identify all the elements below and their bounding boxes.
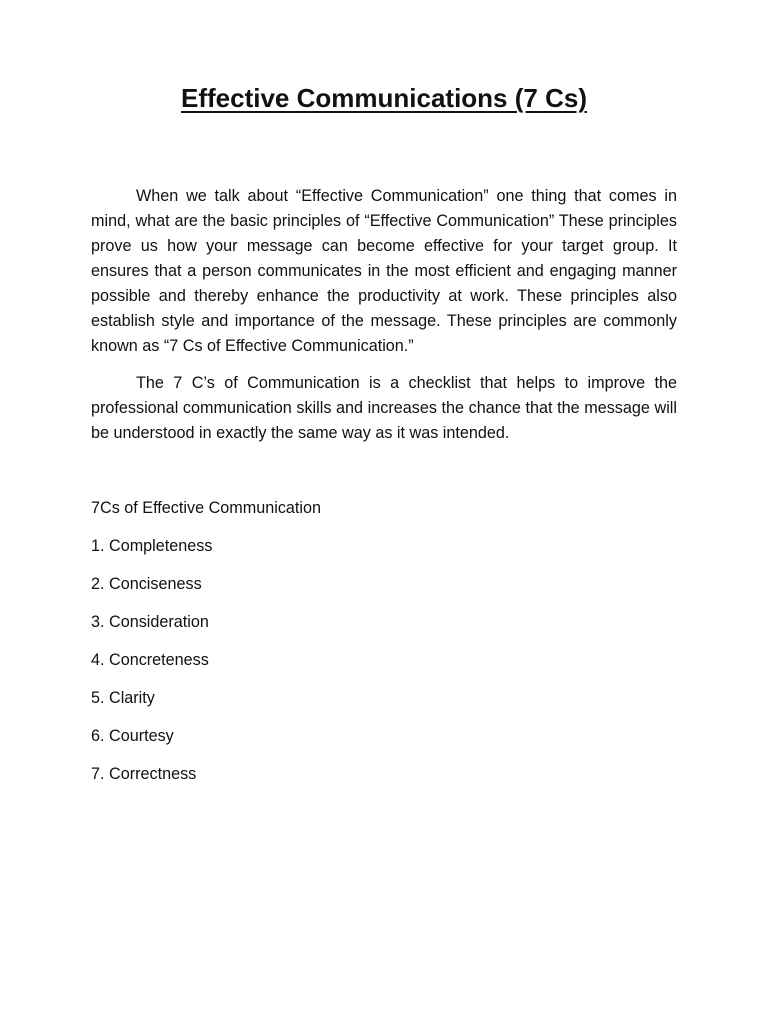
list-item-conciseness: 2. Conciseness — [91, 575, 202, 593]
list-item-concreteness: 4. Concreteness — [91, 651, 209, 669]
list-item-completeness: 1. Completeness — [91, 537, 213, 555]
list-item-clarity: 5. Clarity — [91, 689, 155, 707]
seven-cs-list — [91, 534, 212, 800]
intro-paragraph: When we talk about “Effective Communication” one thing that comes in mind, what are the basic principles of “Effective Communication” These principles prove us how your message can become effective for your target group. It ensures that a person communicates in the most efficient and engaging manner possible and thereby enhance the productivity at work. These principles also establish style and importance of the message. These principles are commonly known as “7 Cs of Effective Communication.” — [91, 187, 677, 355]
page-title: Effective Communications (7 Cs) — [181, 83, 587, 113]
list-item-courtesy: 6. Courtesy — [91, 727, 174, 745]
list-heading: 7Cs of Effective Communication — [91, 499, 322, 517]
list-item-consideration: 3. Consideration — [91, 613, 209, 631]
checklist-paragraph: The 7 C’s of Communication is a checklist that helps to improve the professional communication skills and increases the chance that the message will be understood in exactly the same way as it was intended. — [91, 374, 677, 442]
list-item-correctness: 7. Correctness — [91, 765, 197, 783]
